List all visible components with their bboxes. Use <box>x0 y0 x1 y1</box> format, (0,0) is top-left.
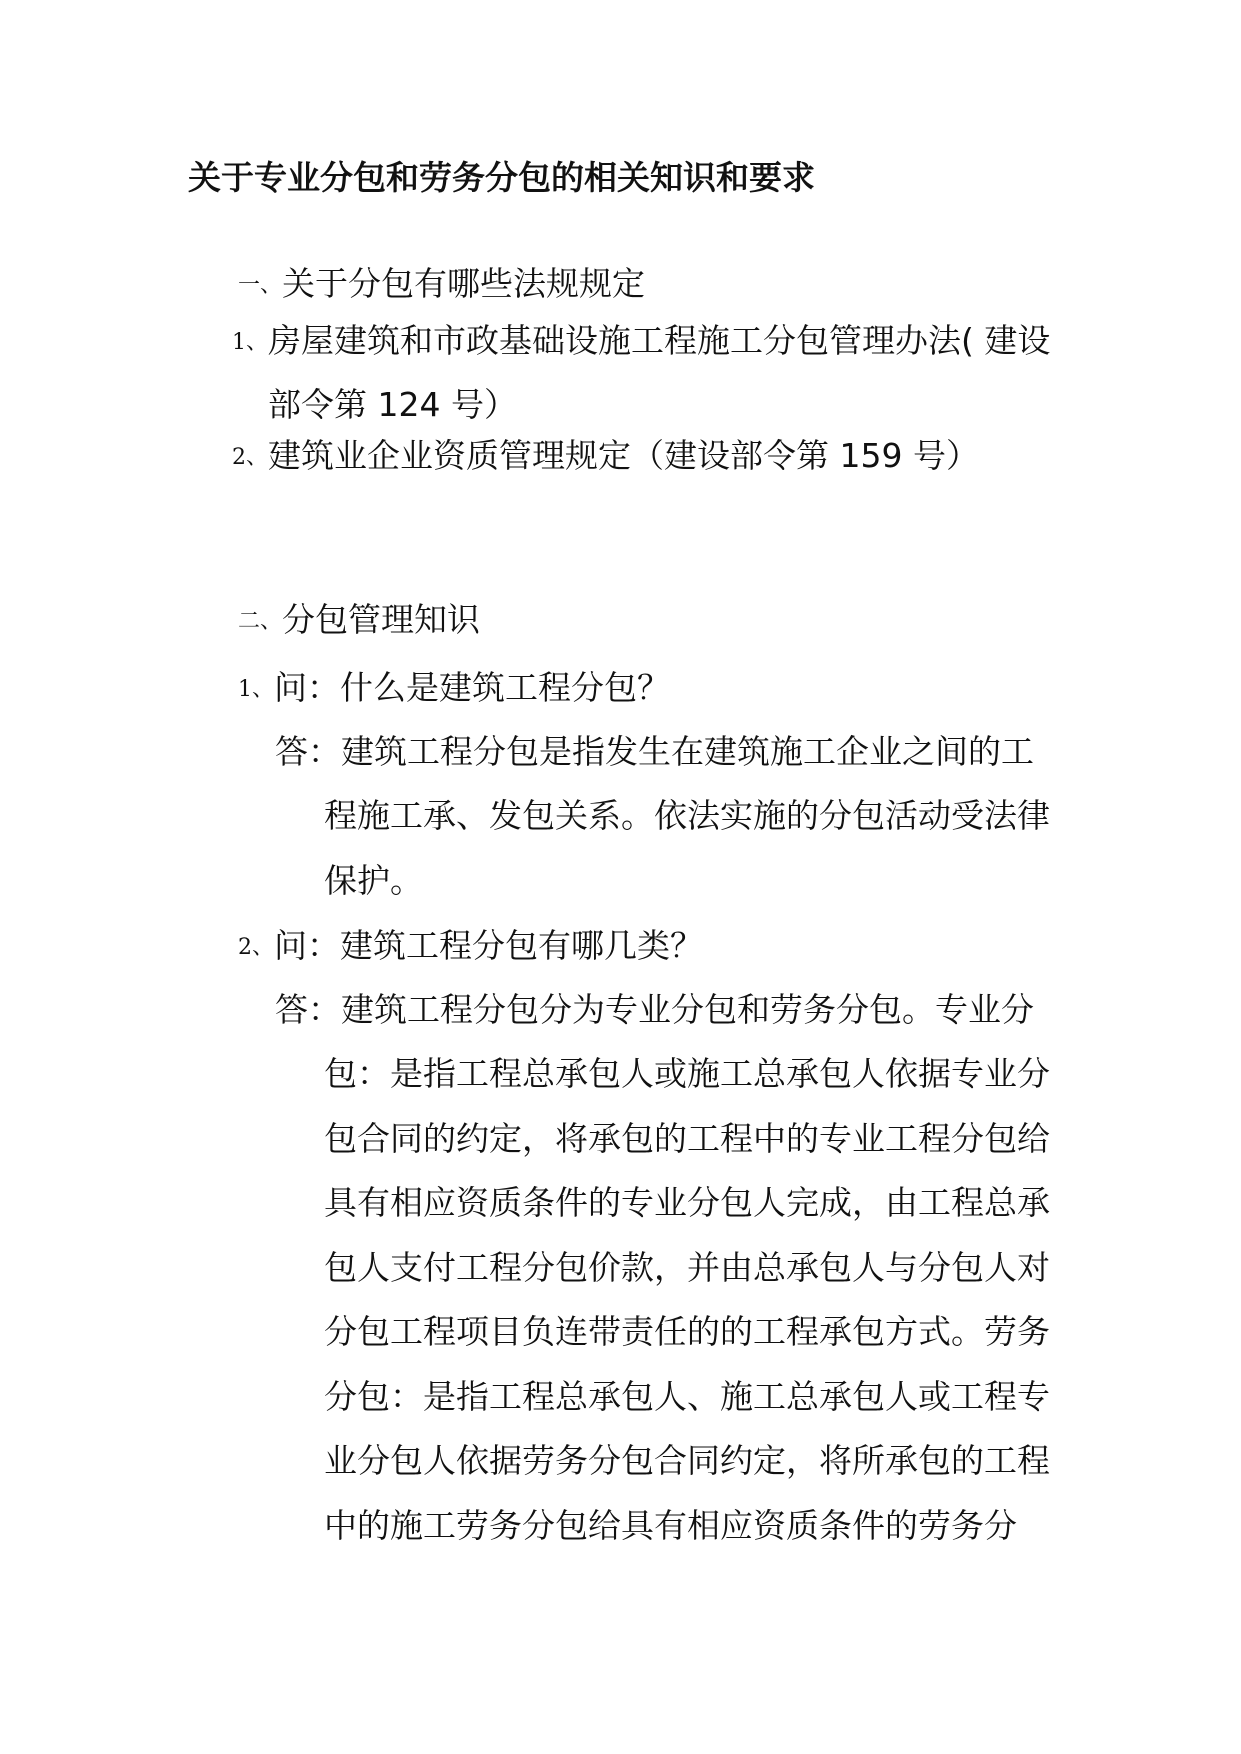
answer-body <box>324 784 1050 913</box>
question-row <box>238 914 703 980</box>
section-heading-1 <box>238 262 645 308</box>
answer-line: 业分包人依据劳务分包合同约定，将所承包的工程 <box>324 1441 1050 1480</box>
list-item-continuation: 部令第 124 号） <box>268 385 517 424</box>
section-heading-text: 关于分包有哪些法规规定 <box>282 264 646 303</box>
document-title: 关于专业分包和劳务分包的相关知识和要求 <box>188 158 815 197</box>
answer-line: 包：是指工程总承包人或施工总承包人依据专业分 <box>324 1054 1050 1093</box>
item-text: 建筑业企业资质管理规定（建设部令第 159 号） <box>268 436 979 475</box>
answer-first-line: 答：建筑工程分包是指发生在建筑施工企业之间的工 <box>275 732 1034 771</box>
list-item <box>232 424 979 490</box>
question-number: 2、 <box>238 934 274 960</box>
section-number: 一、 <box>238 272 283 298</box>
answer-line: 程施工承、发包关系。依法实施的分包活动受法律 <box>324 796 1050 835</box>
item-number: 1、 <box>232 329 268 355</box>
answer-line: 中的施工劳务分包给具有相应资质条件的劳务分 <box>324 1505 1017 1545</box>
question-text: 问：什么是建筑工程分包？ <box>274 668 670 707</box>
answer-line: 分包：是指工程总承包人、施工总承包人或工程专 <box>324 1376 1050 1416</box>
section-heading-text: 分包管理知识 <box>282 600 481 639</box>
section-number: 二、 <box>238 608 283 634</box>
answer-line: 包合同的约定，将承包的工程中的专业工程分包给 <box>324 1118 1050 1158</box>
answer-line: 分包工程项目负连带责任的的工程承包方式。劳务 <box>324 1312 1050 1351</box>
question-number: 1、 <box>238 676 274 702</box>
item-text: 房屋建筑和市政基础设施工程施工分包管理办法( 建设 <box>268 321 1051 360</box>
question-text: 问：建筑工程分包有哪几类？ <box>274 926 703 965</box>
answer-line: 包人支付工程分包价款，并由总承包人与分包人对 <box>324 1247 1050 1287</box>
answer-line: 具有相应资质条件的专业分包人完成，由工程总承 <box>324 1183 1050 1222</box>
list-item <box>232 309 1050 375</box>
section-heading-2 <box>238 598 480 644</box>
question-row <box>238 656 670 722</box>
item-number: 2、 <box>232 444 268 470</box>
answer-body <box>324 1042 1050 1558</box>
answer-line: 保护。 <box>324 860 423 900</box>
answer-first-line: 答：建筑工程分包分为专业分包和劳务分包。专业分 <box>275 990 1034 1029</box>
